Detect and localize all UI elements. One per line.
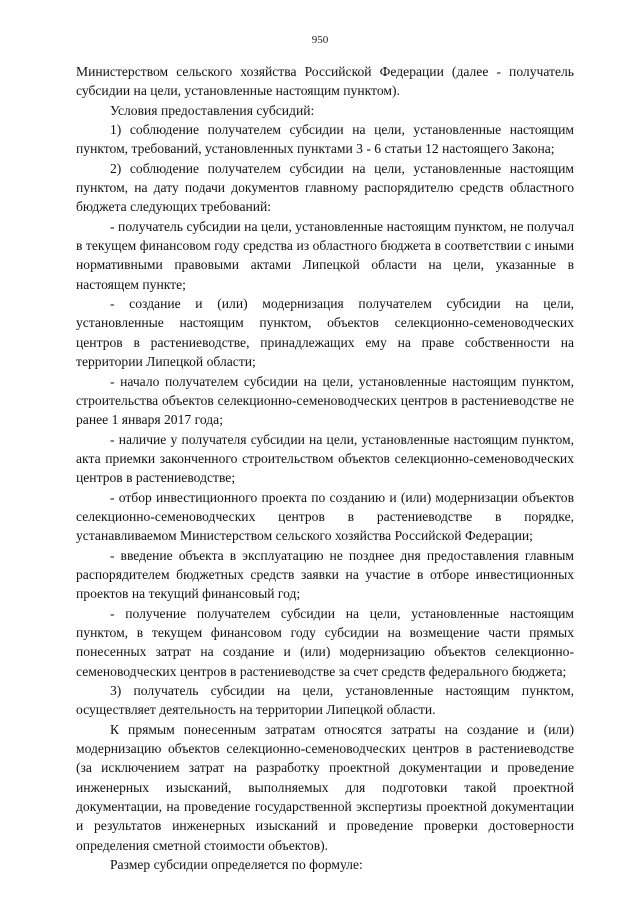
paragraph: Размер субсидии определяется по формуле: bbox=[110, 857, 363, 873]
paragraph: - получение получателем субсидии на цели, установленные настоящим пунктом, в текущем финансовом году субсидии на возмещение части прямых понесенных затрат на создание и (или) модернизацию объектов селекционно-семеноводческих центров в растениеводстве за счет средств федерального бюджета; bbox=[76, 605, 574, 679]
paragraph: - введение объекта в эксплуатацию не позднее дня предоставления главным распорядителем бюджетных средств заявки на участие в отборе инвестиционных проектов на текущий финансовый год; bbox=[76, 547, 574, 602]
paragraph: 2) соблюдение получателем субсидии на цели, установленные настоящим пунктом, на дату подачи документов главному распорядителю средств областного бюджета следующих требований: bbox=[76, 160, 574, 215]
paragraph: 1) соблюдение получателем субсидии на цели, установленные настоящим пунктом, требований, установленных пунктами 3 - 6 статьи 12 настоящего Закона; bbox=[76, 122, 574, 157]
page-number: 950 bbox=[311, 34, 329, 46]
paragraph: - наличие у получателя субсидии на цели, установленные настоящим пунктом, акта приемки законченного строительством объектов селекционно-семеноводческих центров в растениеводстве; bbox=[76, 431, 574, 486]
paragraph: Условия предоставления субсидий: bbox=[110, 102, 315, 118]
paragraph: 3) получатель субсидии на цели, установленные настоящим пунктом, осуществляет деятельность на территории Липецкой области. bbox=[76, 683, 574, 718]
paragraph: - отбор инвестиционного проекта по созданию и (или) модернизации объектов селекционно-семеноводческих центров в растениеводстве в порядке, устанавливаемом Министерством сельского хозяйства Российской Федерации; bbox=[76, 489, 574, 544]
paragraph: - начало получателем субсидии на цели, установленные настоящим пунктом, строительства объектов селекционно-семеноводческих центров в растениеводстве не ранее 1 января 2017 года; bbox=[76, 373, 574, 428]
document-body bbox=[76, 62, 574, 874]
paragraph: Министерством сельского хозяйства Российской Федерации (далее - получатель субсидии на цели, установленные настоящим пунктом). bbox=[76, 64, 574, 99]
paragraph: - получатель субсидии на цели, установленные настоящим пунктом, не получал в текущем финансовом году средства из областного бюджета в соответствии с иными нормативными правовыми актами Липецкой области на цели, указанные в настоящем пункте; bbox=[76, 218, 574, 292]
paragraph: К прямым понесенным затратам относятся затраты на создание и (или) модернизацию объектов селекционно-семеноводческих центров в растениеводстве (за исключением затрат на разработку проектной документации и проведение инженерных изысканий, выполняемых для подготовки такой проектной документации, на проведение государственной экспертизы проектной документации и результатов инженерных изысканий и проведение проверки достоверности определения сметной стоимости объектов). bbox=[76, 721, 574, 853]
paragraph: - создание и (или) модернизация получателем субсидии на цели, установленные настоящим пунктом, объектов селекционно-семеноводческих центров в растениеводстве, принадлежащих ему на праве собственности на территории Липецкой области; bbox=[76, 296, 574, 370]
